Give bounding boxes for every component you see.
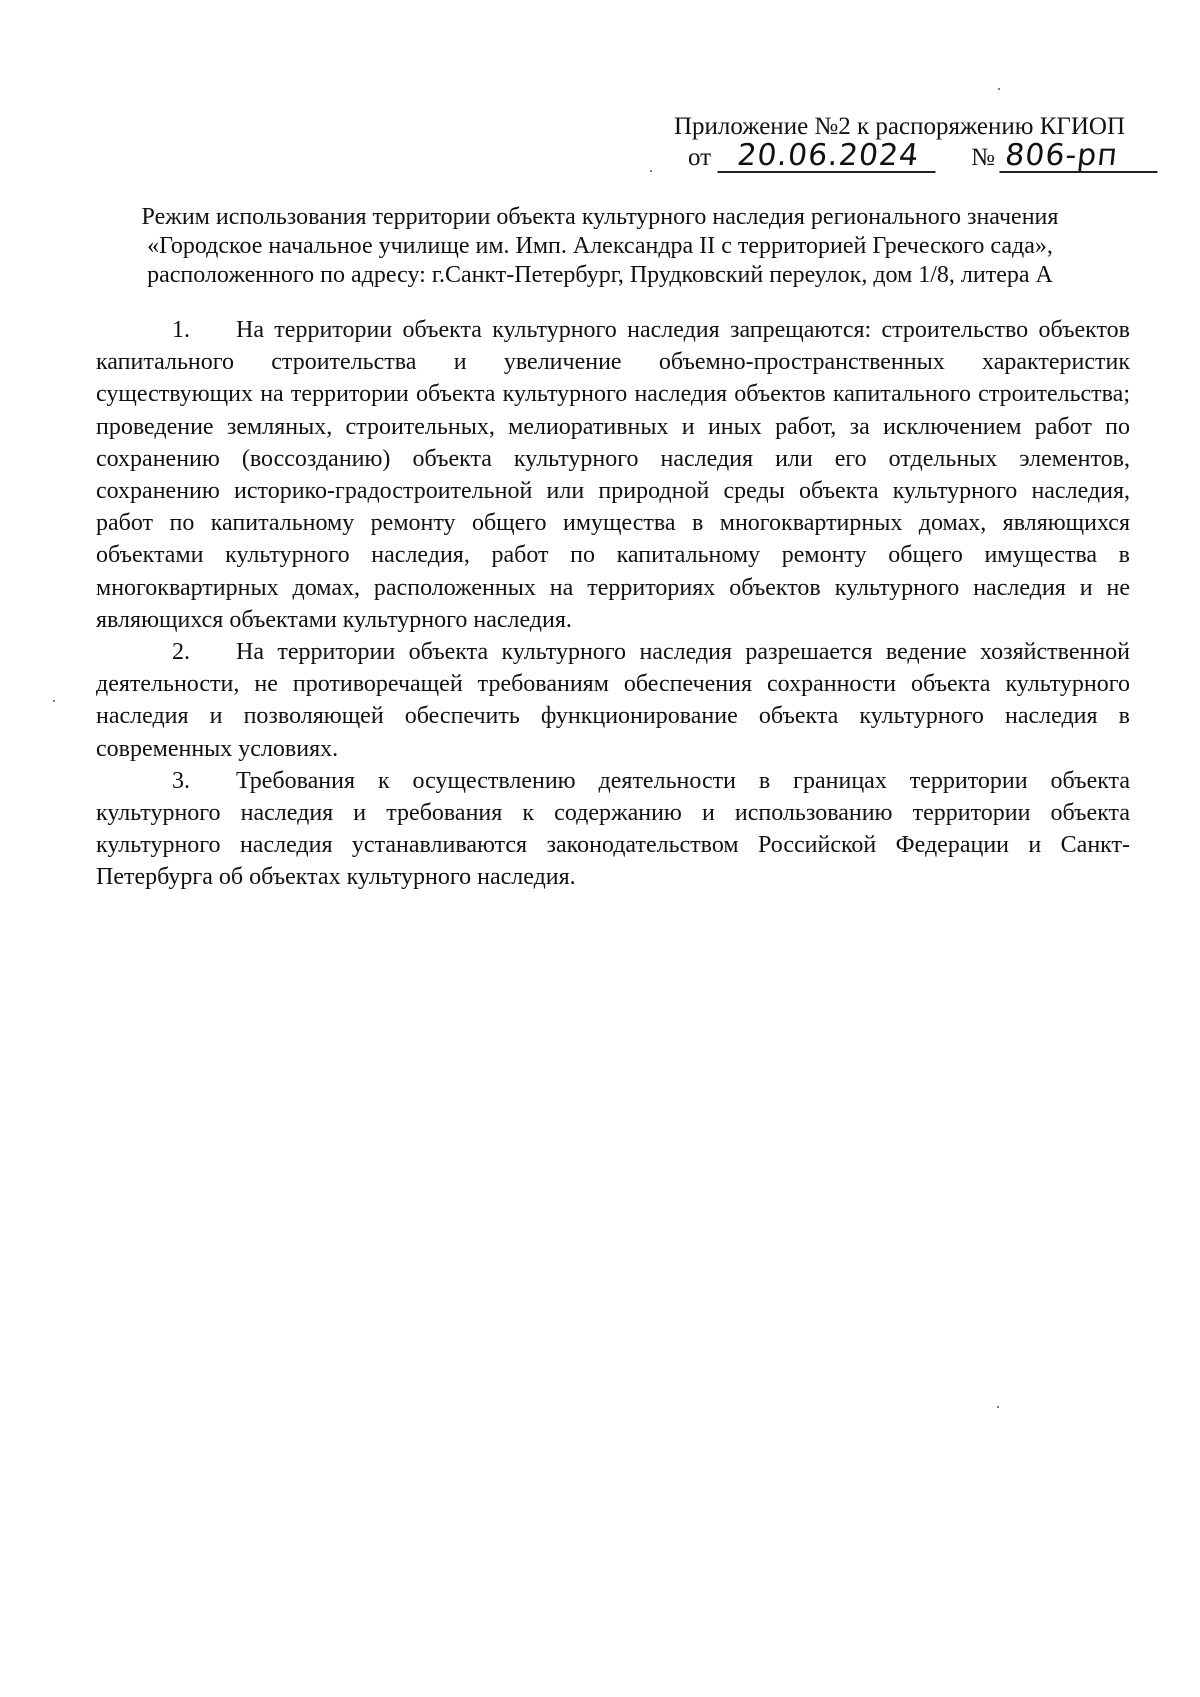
handwritten-date: 20.06.2024 <box>717 142 938 173</box>
handwritten-number: 806-рп <box>999 142 1160 173</box>
paragraph-text: Требования к осуществлению деятельности в границах территории объекта культурного наследия и требования к содержанию и использованию территории объекта культурного наследия устанавливаются законодательством Российской Федерации и Санкт-Петербурга об объектах культурного наследия. <box>96 767 1130 891</box>
scan-speck <box>998 88 1000 90</box>
paragraph-text: На территории объекта культурного наследия разрешается ведение хозяйственной деятельности, не противоречащей требованиям обеспечения сохранности объекта культурного наследия и позволяющей обеспечить функционирование объекта культурного наследия в современных условиях. <box>96 639 1130 762</box>
paragraph-text: На территории объекта культурного наследия запрещаются: строительство объектов капитального строительства и увеличение объемно-пространственных характеристик существующих на территории объекта культурного наследия объектов капитального строительства; проведение земляных, строительных, мелиоративных и иных работ, за исключением работ по сохранению (воссозданию) объекта культурного наследия или его отдельных элементов, сохранению историко-градостроительной или природной среды объекта культурного наследия, работ по капитальному ремонту общего имущества в многоквартирных домах, являющихся объектами культурного наследия, работ по капитальному ремонту общего имущества в многоквартирных домах, расположенных на территориях объектов культурного наследия и не являющихся объектами культурного наследия. <box>96 317 1130 633</box>
document-title <box>110 203 1090 290</box>
paragraph-1 <box>96 314 1130 636</box>
title-line-3: расположенного по адресу: г.Санкт-Петербург, Прудковский переулок, дом 1/8, литера А <box>147 262 1053 288</box>
scan-speck <box>650 170 652 172</box>
number-label: № <box>971 144 995 171</box>
title-line-2: «Городское начальное училище им. Имп. Александра II с территорией Греческого сада», <box>147 233 1053 259</box>
document-body <box>96 314 1130 894</box>
scan-speck <box>997 1406 999 1408</box>
scan-speck <box>53 700 55 702</box>
paragraph-number: 3. <box>172 767 190 794</box>
annex-label: Приложение №2 к распоряжению КГИОП <box>673 113 1125 140</box>
annex-date-number-line <box>655 138 1125 173</box>
title-line-1: Режим использования территории объекта культурного наследия регионального значения <box>141 204 1059 230</box>
paragraph-number: 2. <box>172 639 190 666</box>
paragraph-3 <box>96 765 1130 894</box>
paragraph-2 <box>96 636 1130 765</box>
paragraph-number: 1. <box>172 317 190 343</box>
annex-header <box>655 112 1125 173</box>
from-label: от <box>688 144 712 171</box>
